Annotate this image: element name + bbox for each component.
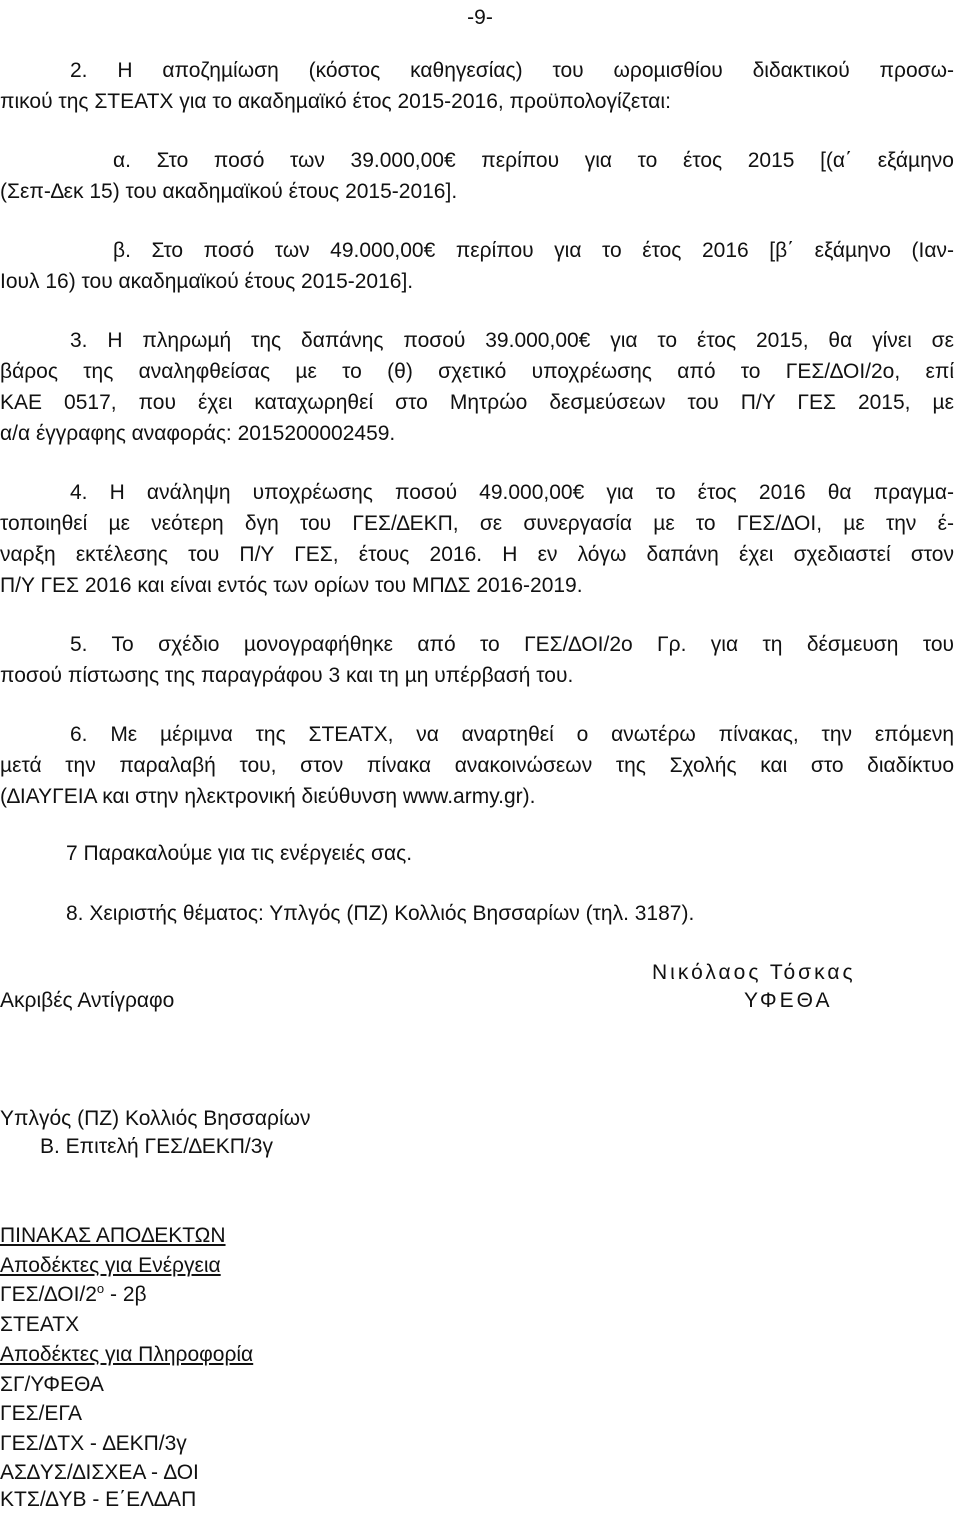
paragraph-2 bbox=[70, 55, 954, 86]
paragraph-6 bbox=[70, 719, 954, 750]
subparagraph-a-line-1: α. Στο ποσό των 39.000,00€ περίπου για το έτος 2015 [(α΄ εξάµηνο bbox=[113, 149, 954, 172]
info-recipient: ΑΣ∆ΥΣ/∆ΙΣΧΕΑ - ∆ΟΙ bbox=[0, 1461, 199, 1484]
action-recipient: ΓΕΣ/$\Delta OI/2^o - 2\beta$ bbox=[0, 1281, 147, 1306]
info-recipients-heading: Αποδέκτες για Πληροφορία bbox=[0, 1343, 254, 1366]
paragraph-6-line-1: 6. Με µέριµνα της ΣΤΕΑΤΧ, να αναρτηθεί ο ανωτέρω πίνακας, την επόµενη bbox=[70, 723, 954, 746]
info-recipient: ΚΤΣ/∆ΥΒ - Ε΄ΕΛ∆ΑΠ bbox=[0, 1488, 197, 1511]
paragraph-3-line-1: 3. Η πληρωµή της δαπάνης ποσού 39.000,00€ για το έτος 2015, θα γίνει σε bbox=[70, 329, 954, 352]
paragraph-4-line-3: ναρξη εκτέλεσης του Π/Υ ΓΕΣ, έτους 2016. Η εν λόγω δαπάνη έχει σχεδιαστεί στον bbox=[0, 543, 954, 566]
info-recipient: ΣΓ/ΥΦΕΘΑ bbox=[0, 1373, 104, 1396]
paragraph-2-line-1: 2. Η αποζηµίωση (κόστος καθηγεσίας) του ωροµισθίου διδακτικού προσω- bbox=[70, 59, 954, 82]
info-recipient: ΓΕΣ/ΕΓΑ bbox=[0, 1402, 83, 1425]
paragraph-4 bbox=[70, 477, 954, 508]
paragraph-3-line-4: α/α έγγραφης αναφοράς: 2015200002459. bbox=[0, 422, 396, 445]
certifying-officer-name: Υπλγός (ΠΖ) Κολλιός Βησσαρίων bbox=[0, 1107, 311, 1130]
certifying-officer-role: Β. Επιτελή ΓΕΣ/∆ΕΚΠ/3γ bbox=[40, 1135, 273, 1158]
signatory-title: ΥΦΕΘΑ bbox=[744, 989, 833, 1012]
subparagraph-b-line-1: β. Στο ποσό των 49.000,00€ περίπου για το έτος 2016 [β΄ εξάµηνο (Ιαν- bbox=[113, 239, 954, 262]
paragraph-5 bbox=[70, 629, 954, 660]
paragraph-8: 8. Χειριστής θέµατος: Υπλγός (ΠΖ) Κολλιός Βησσαρίων (τηλ. 3187). bbox=[66, 902, 695, 925]
action-recipient: ΣΤΕΑΤΧ bbox=[0, 1313, 80, 1336]
distribution-heading: ΠΙΝΑΚΑΣ ΑΠΟ∆ΕΚΤΩΝ bbox=[0, 1224, 226, 1247]
paragraph-6-line-3: (∆ΙΑΥΓΕΙΑ και στην ηλεκτρονική διεύθυνση www.army.gr). bbox=[0, 785, 536, 808]
subparagraph-a bbox=[113, 145, 954, 176]
paragraph-3-line-3: ΚΑΕ 0517, που έχει καταχωρηθεί στο Μητρώο δεσµεύσεων του Π/Υ ΓΕΣ 2015, µε bbox=[0, 391, 954, 414]
paragraph-4-line-1: 4. Η ανάληψη υποχρέωσης ποσού 49.000,00€ για το έτος 2016 θα πραγµα- bbox=[70, 481, 954, 504]
info-recipient: ΓΕΣ/∆ΤΧ - ∆ΕΚΠ/3γ bbox=[0, 1432, 187, 1455]
subparagraph-b-line-2: Ιουλ 16) του ακαδηµαϊκού έτους 2015-2016]. bbox=[0, 270, 414, 293]
paragraph-7: 7 Παρακαλούµε για τις ενέργειές σας. bbox=[66, 842, 413, 865]
subparagraph-b bbox=[113, 235, 954, 266]
paragraph-5-line-1: 5. Το σχέδιο µονογραφήθηκε από το ΓΕΣ/∆ΟΙ/2ο Γρ. για τη δέσµευση του bbox=[70, 633, 954, 656]
paragraph-4-line-4: Π/Υ ΓΕΣ 2016 και είναι εντός των ορίων του ΜΠ∆Σ 2016-2019. bbox=[0, 574, 583, 597]
action-recipients-heading: Αποδέκτες για Ενέργεια bbox=[0, 1254, 221, 1277]
paragraph-6-line-2: µετά την παραλαβή του, στον πίνακα ανακοινώσεων της Σχολής και στο διαδίκτυο bbox=[0, 754, 954, 777]
page-number: -9- bbox=[467, 6, 493, 29]
paragraph-3 bbox=[70, 325, 954, 356]
certified-copy-label: Ακριβές Αντίγραφο bbox=[0, 989, 175, 1012]
paragraph-5-line-2: ποσού πίστωσης της παραγράφου 3 και τη µη υπέρβασή του. bbox=[0, 664, 574, 687]
paragraph-4-line-2: τοποιηθεί µε νεότερη δγη του ΓΕΣ/∆ΕΚΠ, σε συνεργασία µε το ΓΕΣ/∆ΟΙ, µε την έ- bbox=[0, 512, 954, 535]
paragraph-2-line-2: πικού της ΣΤΕΑΤΧ για το ακαδηµαϊκό έτος 2015-2016, προϋπολογίζεται: bbox=[0, 90, 671, 113]
signatory-name: Νικόλαος Τόσκας bbox=[652, 961, 856, 984]
subparagraph-a-line-2: (Σεπ-∆εκ 15) του ακαδηµαϊκού έτους 2015-2016]. bbox=[0, 180, 458, 203]
paragraph-3-line-2: βάρος της αναληφθείσας µε το (θ) σχετικό υποχρέωσης από το ΓΕΣ/∆ΟΙ/2ο, επί bbox=[0, 360, 954, 383]
